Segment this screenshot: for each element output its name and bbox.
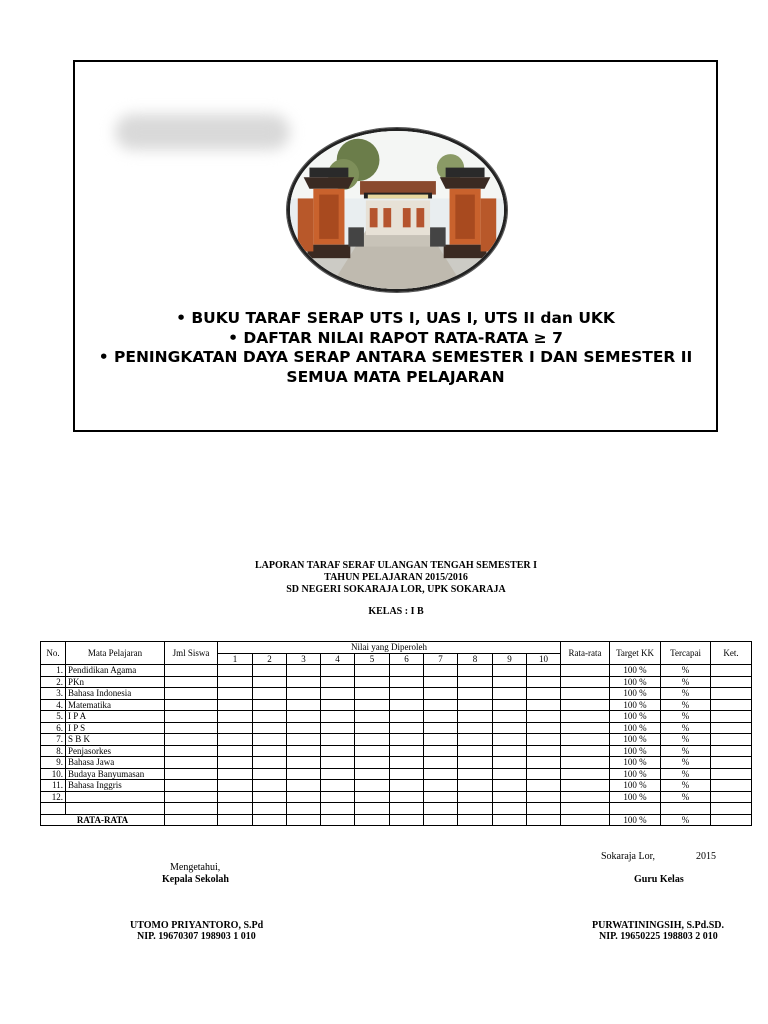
row-student-count [165,688,218,700]
row-score [321,780,355,792]
row-achieved: % [661,711,711,723]
row-score [287,791,321,803]
row-score [493,803,527,815]
row-score [218,768,253,780]
row-subject: I P S [66,722,165,734]
row-target: 100 % [610,780,661,792]
row-score [321,734,355,746]
row-achieved: % [661,665,711,677]
header-achieved: Tercapai [661,642,711,665]
row-average [561,711,610,723]
school-photo [287,128,507,292]
table-row [41,688,752,700]
row-score [253,745,287,757]
cover-box [73,60,718,432]
average-score [424,814,458,826]
average-score [321,814,355,826]
row-score [493,688,527,700]
average-score [527,814,561,826]
row-target: 100 % [610,745,661,757]
row-score [253,665,287,677]
acknowledged-label: Mengetahui, [170,862,221,873]
row-score [390,768,424,780]
row-average [561,688,610,700]
row-score [424,780,458,792]
row-number: 4. [41,699,66,711]
row-score [253,803,287,815]
average-score [253,814,287,826]
principal-role: Kepala Sekolah [162,874,229,885]
report-title [0,560,768,618]
row-score [287,711,321,723]
row-notes [711,757,752,769]
row-score [527,722,561,734]
row-subject: Budaya Banyumasan [66,768,165,780]
row-score [458,757,493,769]
row-score [390,688,424,700]
average-score [458,814,493,826]
row-score [355,734,390,746]
row-subject: Bahasa Jawa [66,757,165,769]
row-target: 100 % [610,676,661,688]
row-student-count [165,734,218,746]
score-col-header: 10 [527,653,561,665]
row-score [321,791,355,803]
row-number: 6. [41,722,66,734]
cover-bullets [75,309,716,387]
title-line-2: TAHUN PELAJARAN 2015/2016 [324,572,468,583]
row-score [424,745,458,757]
bullet-2: • DAFTAR NILAI RAPOT RATA-RATA ≥ 7 [228,328,563,347]
row-score [493,780,527,792]
row-number: 10. [41,768,66,780]
row-score [321,768,355,780]
row-target: 100 % [610,791,661,803]
row-average [561,803,610,815]
row-subject [66,791,165,803]
row-average [561,665,610,677]
row-score [458,699,493,711]
row-score [424,699,458,711]
row-score [287,745,321,757]
school-gate-image [290,131,504,289]
row-score [218,780,253,792]
row-score [321,803,355,815]
row-score [458,711,493,723]
row-number: 2. [41,676,66,688]
row-number: 12. [41,791,66,803]
row-average [561,757,610,769]
average-target: 100 % [610,814,661,826]
row-score [355,722,390,734]
row-score [218,665,253,677]
row-score [218,711,253,723]
row-score [493,711,527,723]
row-score [493,745,527,757]
row-score [527,699,561,711]
row-score [527,791,561,803]
row-score [390,791,424,803]
row-score [355,665,390,677]
row-number [41,803,66,815]
row-score [355,688,390,700]
row-student-count [165,711,218,723]
row-score [390,757,424,769]
row-score [253,791,287,803]
row-achieved: % [661,768,711,780]
row-subject: I P A [66,711,165,723]
average-score [355,814,390,826]
row-score [287,665,321,677]
row-score [458,745,493,757]
row-subject: Penjasorkes [66,745,165,757]
row-score [390,699,424,711]
row-number: 3. [41,688,66,700]
row-score [218,803,253,815]
row-score [287,768,321,780]
row-student-count [165,699,218,711]
row-score [218,676,253,688]
row-score [355,757,390,769]
score-col-header: 5 [355,653,390,665]
row-achieved: % [661,780,711,792]
average-score [287,814,321,826]
header-notes: Ket. [711,642,752,665]
row-score [390,676,424,688]
row-number: 8. [41,745,66,757]
row-score [253,676,287,688]
row-notes [711,665,752,677]
row-target: 100 % [610,734,661,746]
row-notes [711,688,752,700]
row-number: 7. [41,734,66,746]
score-col-header: 9 [493,653,527,665]
row-score [493,676,527,688]
row-notes [711,734,752,746]
row-score [355,768,390,780]
row-score [458,676,493,688]
title-line-3: SD NEGERI SOKARAJA LOR, UPK SOKARAJA [286,584,506,595]
row-number: 1. [41,665,66,677]
header-target: Target KK [610,642,661,665]
row-score [424,722,458,734]
row-student-count [165,757,218,769]
row-score [287,780,321,792]
row-achieved: % [661,757,711,769]
row-score [287,722,321,734]
header-row [41,642,752,654]
row-achieved: % [661,791,711,803]
row-score [287,699,321,711]
row-score [218,688,253,700]
row-score [321,757,355,769]
row-student-count [165,768,218,780]
row-subject: S B K [66,734,165,746]
row-score [527,745,561,757]
row-student-count [165,745,218,757]
row-score [253,722,287,734]
average-score [390,814,424,826]
bullet-3: • PENINGKATAN DAYA SERAP ANTARA SEMESTER I DAN SEMESTER II [98,348,693,366]
row-score [493,734,527,746]
row-subject: Bahasa Inggris [66,780,165,792]
row-score [287,734,321,746]
row-score [390,780,424,792]
row-score [424,768,458,780]
row-target: 100 % [610,722,661,734]
row-subject: Pendidikan Agama [66,665,165,677]
row-score [218,722,253,734]
row-notes [711,780,752,792]
score-col-header: 3 [287,653,321,665]
table-row [41,745,752,757]
score-col-header: 7 [424,653,458,665]
blurred-name [115,114,290,150]
row-student-count [165,791,218,803]
row-score [253,757,287,769]
row-notes [711,711,752,723]
table-row [41,803,752,815]
row-score [493,791,527,803]
row-score [253,768,287,780]
row-score [493,768,527,780]
row-notes [711,791,752,803]
average-achieved: % [661,814,711,826]
row-subject: Bahasa Indonesia [66,688,165,700]
row-score [253,780,287,792]
row-score [218,699,253,711]
table-row [41,711,752,723]
class-label: KELAS : I B [368,606,424,617]
row-score [355,711,390,723]
row-score [218,745,253,757]
average-average [561,814,610,826]
grade-table [40,641,752,826]
table-row [41,665,752,677]
row-score [493,757,527,769]
row-score [527,665,561,677]
row-average [561,745,610,757]
teacher-nip: NIP. 19650225 198803 2 010 [599,931,718,942]
row-score [390,803,424,815]
average-score [493,814,527,826]
row-notes [711,745,752,757]
row-student-count [165,722,218,734]
bullet-1: • BUKU TARAF SERAP UTS I, UAS I, UTS II dan UKK [176,309,615,327]
row-score [424,665,458,677]
score-col-header: 4 [321,653,355,665]
row-achieved: % [661,722,711,734]
row-score [493,722,527,734]
row-score [527,780,561,792]
row-score [458,665,493,677]
score-col-header: 1 [218,653,253,665]
row-score [321,711,355,723]
row-number: 9. [41,757,66,769]
row-score [355,780,390,792]
row-score [424,734,458,746]
table-row [41,699,752,711]
header-subject: Mata Pelajaran [66,642,165,665]
row-average [561,722,610,734]
table-row [41,676,752,688]
row-average [561,780,610,792]
row-score [424,711,458,723]
bullet-3-continued: SEMUA MATA PELAJARAN [286,367,505,386]
row-score [355,745,390,757]
row-score [321,722,355,734]
row-achieved: % [661,688,711,700]
row-target: 100 % [610,665,661,677]
row-score [424,803,458,815]
row-score [355,699,390,711]
row-score [424,757,458,769]
table-row [41,780,752,792]
row-score [458,768,493,780]
row-score [321,699,355,711]
row-score [321,745,355,757]
row-achieved: % [661,676,711,688]
row-number: 11. [41,780,66,792]
row-score [321,688,355,700]
row-score [218,757,253,769]
row-score [218,734,253,746]
row-score [355,791,390,803]
row-notes [711,699,752,711]
row-number: 5. [41,711,66,723]
row-target: 100 % [610,711,661,723]
row-average [561,676,610,688]
average-score [218,814,253,826]
row-score [527,768,561,780]
row-score [527,676,561,688]
row-target: 100 % [610,699,661,711]
row-score [527,688,561,700]
row-score [321,676,355,688]
average-student-count [165,814,218,826]
row-score [458,722,493,734]
row-average [561,768,610,780]
row-score [253,734,287,746]
score-col-header: 2 [253,653,287,665]
row-score [458,803,493,815]
row-score [321,665,355,677]
header-student-count: Jml Siswa [165,642,218,665]
row-subject: PKn [66,676,165,688]
row-student-count [165,803,218,815]
row-score [493,665,527,677]
row-score [390,745,424,757]
row-score [424,791,458,803]
row-score [390,711,424,723]
row-student-count [165,780,218,792]
row-score [424,688,458,700]
row-average [561,699,610,711]
row-score [253,699,287,711]
principal-name: UTOMO PRIYANTORO, S.Pd [130,920,264,931]
row-achieved: % [661,699,711,711]
average-label: RATA-RATA [41,814,165,826]
row-achieved [661,803,711,815]
table-row [41,722,752,734]
row-score [390,665,424,677]
row-score [458,791,493,803]
row-score [218,791,253,803]
score-col-header: 8 [458,653,493,665]
row-score [493,699,527,711]
row-score [287,803,321,815]
row-score [253,688,287,700]
row-score [287,757,321,769]
average-notes [711,814,752,826]
table-row [41,791,752,803]
row-average [561,734,610,746]
score-col-header: 6 [390,653,424,665]
table-row [41,768,752,780]
row-notes [711,676,752,688]
row-score [527,711,561,723]
row-score [458,734,493,746]
row-score [355,803,390,815]
table-row [41,734,752,746]
teacher-name: PURWATININGSIH, S.Pd.SD. [592,920,724,931]
row-score [287,688,321,700]
place-label: Sokaraja Lor, [601,851,656,862]
header-average: Rata-rata [561,642,610,665]
row-target [610,803,661,815]
row-achieved: % [661,734,711,746]
row-achieved: % [661,745,711,757]
row-target: 100 % [610,757,661,769]
grade-table-body [41,665,752,826]
row-score [527,757,561,769]
row-score [355,676,390,688]
teacher-role: Guru Kelas [634,874,684,885]
year-label: 2015 [696,851,716,862]
row-score [458,688,493,700]
row-score [390,722,424,734]
row-student-count [165,676,218,688]
table-row [41,757,752,769]
row-score [287,676,321,688]
row-student-count [165,665,218,677]
header-no: No. [41,642,66,665]
row-score [253,711,287,723]
row-score [390,734,424,746]
row-notes [711,768,752,780]
row-score [458,780,493,792]
row-subject [66,803,165,815]
row-average [561,791,610,803]
row-score [527,734,561,746]
row-notes [711,722,752,734]
row-target: 100 % [610,688,661,700]
principal-nip: NIP. 19670307 198903 1 010 [137,931,256,942]
row-target: 100 % [610,768,661,780]
row-notes [711,803,752,815]
row-score [527,803,561,815]
header-scores: Nilai yang Diperoleh [218,642,561,654]
row-subject: Matematika [66,699,165,711]
row-score [424,676,458,688]
average-row [41,814,752,826]
title-line-1: LAPORAN TARAF SERAF ULANGAN TENGAH SEMESTER I [254,560,538,571]
